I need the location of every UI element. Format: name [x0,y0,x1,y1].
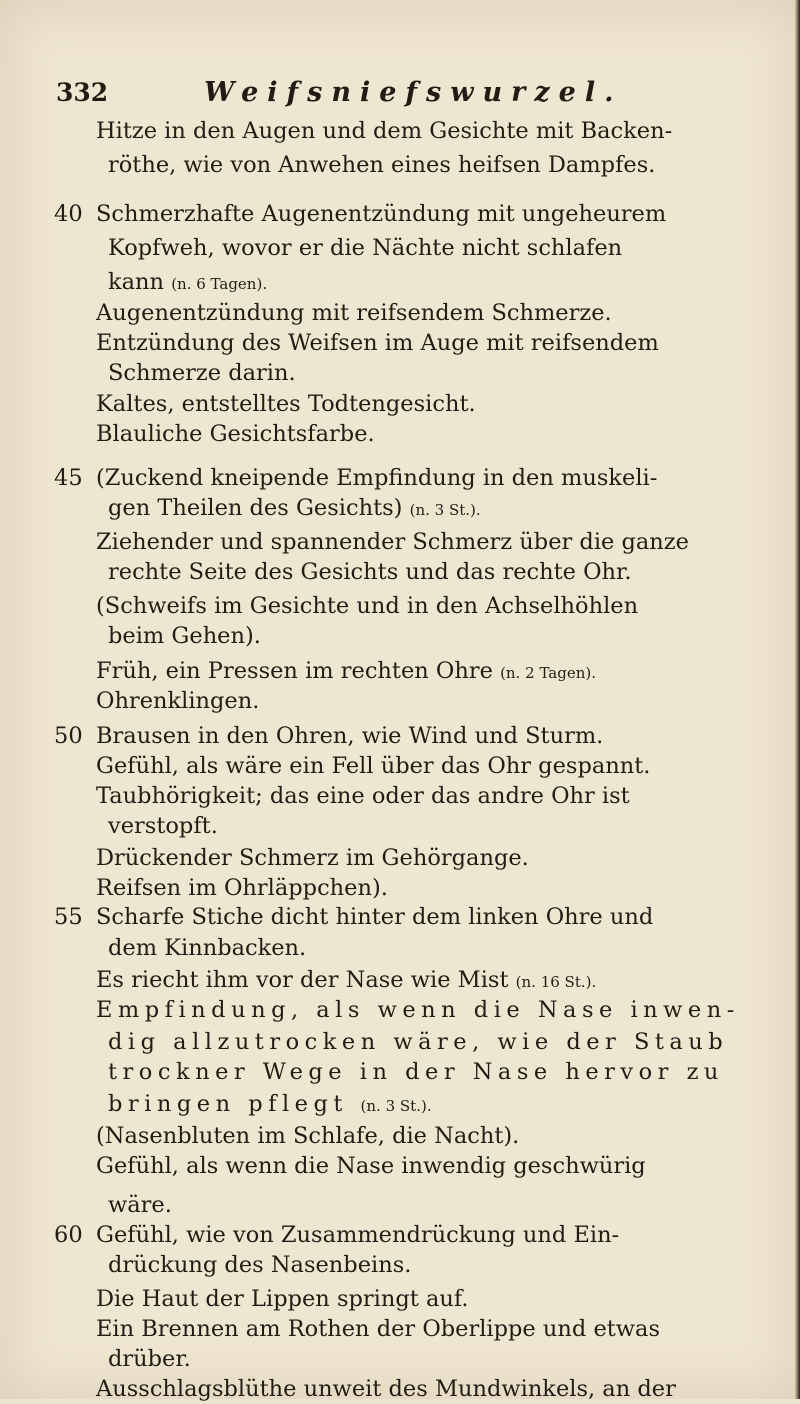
time-reference: (n. 3 St.). [409,501,481,519]
text-line [108,933,306,963]
text-line [108,1089,432,1121]
line-text: (Schweifs im Gesichte und in den Achselhöhlen [96,593,639,619]
text-line [54,902,653,932]
line-text: Drückender Schmerz im Gehörgange. [96,845,529,871]
text-line [108,493,481,525]
time-reference: (n. 6 Tagen). [171,275,268,293]
line-text: Brausen in den Ohren, wie Wind und Sturm. [96,723,604,749]
line-text: beim Gehen). [108,623,261,649]
line-text: Empfindung, als wenn die Nase inwen- [96,997,740,1023]
page-number: 332 [56,78,109,107]
time-reference: (n. 16 St.). [515,973,597,991]
text-line [108,233,622,263]
text-line [108,1057,724,1087]
text-line [108,811,218,841]
entry-number: 60 [54,1222,83,1248]
line-text: Ohrenklingen. [96,688,260,714]
text-line [54,1220,619,1250]
line-text: Schmerze darin. [108,360,296,386]
line-text: drüber. [108,1346,191,1372]
text-line [96,591,638,621]
line-text: Taubhörigkeit; das eine oder das andre Ohr ist [96,783,630,809]
text-line [96,419,375,449]
text-line [96,843,529,873]
line-text: dig allzutrocken wäre, wie der Staub [108,1029,729,1055]
line-text: rechte Seite des Gesichts und das rechte Ohr. [108,559,632,585]
text-line [108,267,267,299]
text-line [96,116,672,146]
text-line [96,527,689,557]
page-edge [795,0,800,1399]
line-text: Gefühl, wie von Zusammendrückung und Ein- [96,1222,620,1248]
line-text: Früh, ein Pressen im rechten Ohre [96,658,501,684]
entry-number: 45 [54,465,83,491]
entry-number: 50 [54,723,83,749]
text-line [108,150,655,180]
text-line [96,751,650,781]
text-line [96,1314,660,1344]
line-text: Reifsen im Ohrläppchen). [96,875,388,901]
line-text: Die Haut der Lippen springt auf. [96,1286,469,1312]
line-text: Hitze in den Augen und dem Gesichte mit Backen- [96,118,673,144]
text-line [96,781,630,811]
line-text: Kopfweh, wovor er die Nächte nicht schlafen [108,235,623,261]
line-text: Gefühl, als wenn die Nase inwendig geschwürig [96,1153,646,1179]
line-text: kann [108,269,172,295]
text-line [108,358,296,388]
page-header [56,78,696,118]
text-line [96,1374,676,1404]
text-line [108,1250,411,1280]
text-line [96,873,388,903]
line-text: Augenentzündung mit reifsendem Schmerze. [96,300,612,326]
text-line [108,621,261,651]
line-text: gen Theilen des Gesichts) [108,495,410,521]
line-text: bringen pflegt [108,1091,361,1117]
time-reference: (n. 3 St.). [360,1097,432,1115]
running-title: Weifsniefswurzel. [204,77,623,108]
text-line [96,328,659,358]
line-text: Ziehender und spannender Schmerz über die ganze [96,529,689,555]
text-line [54,199,666,229]
line-text: verstopft. [108,813,218,839]
text-line [108,1190,172,1220]
text-line [96,995,740,1025]
text-line [96,298,612,328]
line-text: dem Kinnbacken. [108,935,307,961]
text-line [96,389,476,419]
entry-number: 40 [54,201,83,227]
line-text: Kaltes, entstelltes Todtengesicht. [96,391,476,417]
line-text: Scharfe Stiche dicht hinter dem linken Ohre und [96,904,654,930]
line-text: Entzündung des Weifsen im Auge mit reifsendem [96,330,659,356]
line-text: röthe, wie von Anwehen eines heifsen Dampfes. [108,152,656,178]
text-line [96,1151,646,1181]
line-text: wäre. [108,1192,172,1218]
line-text: Gefühl, als wäre ein Fell über das Ohr gespannt. [96,753,651,779]
line-text: Es riecht ihm vor der Nase wie Mist [96,967,516,993]
time-reference: (n. 2 Tagen). [500,664,596,682]
text-line [96,686,259,716]
line-text: (Nasenbluten im Schlafe, die Nacht). [96,1123,520,1149]
text-line [54,463,657,493]
text-line [108,557,632,587]
text-line [108,1344,191,1374]
line-text: Ein Brennen am Rothen der Oberlippe und etwas [96,1316,661,1342]
line-text: Ausschlagsblüthe unweit des Mundwinkels, an der [96,1376,676,1402]
text-line [96,1121,519,1151]
entry-number: 55 [54,904,83,930]
line-text: Blauliche Gesichtsfarbe. [96,421,375,447]
text-line [54,721,603,751]
line-text: Schmerzhafte Augenentzündung mit ungeheurem [96,201,667,227]
line-text: drückung des Nasenbeins. [108,1252,412,1278]
text-line [96,965,596,997]
text-line [96,1284,469,1314]
text-line [96,656,596,688]
text-line [108,1027,728,1057]
line-text: (Zuckend kneipende Empfindung in den muskeli- [96,465,658,491]
line-text: trockner Wege in der Nase hervor zu [108,1059,724,1085]
